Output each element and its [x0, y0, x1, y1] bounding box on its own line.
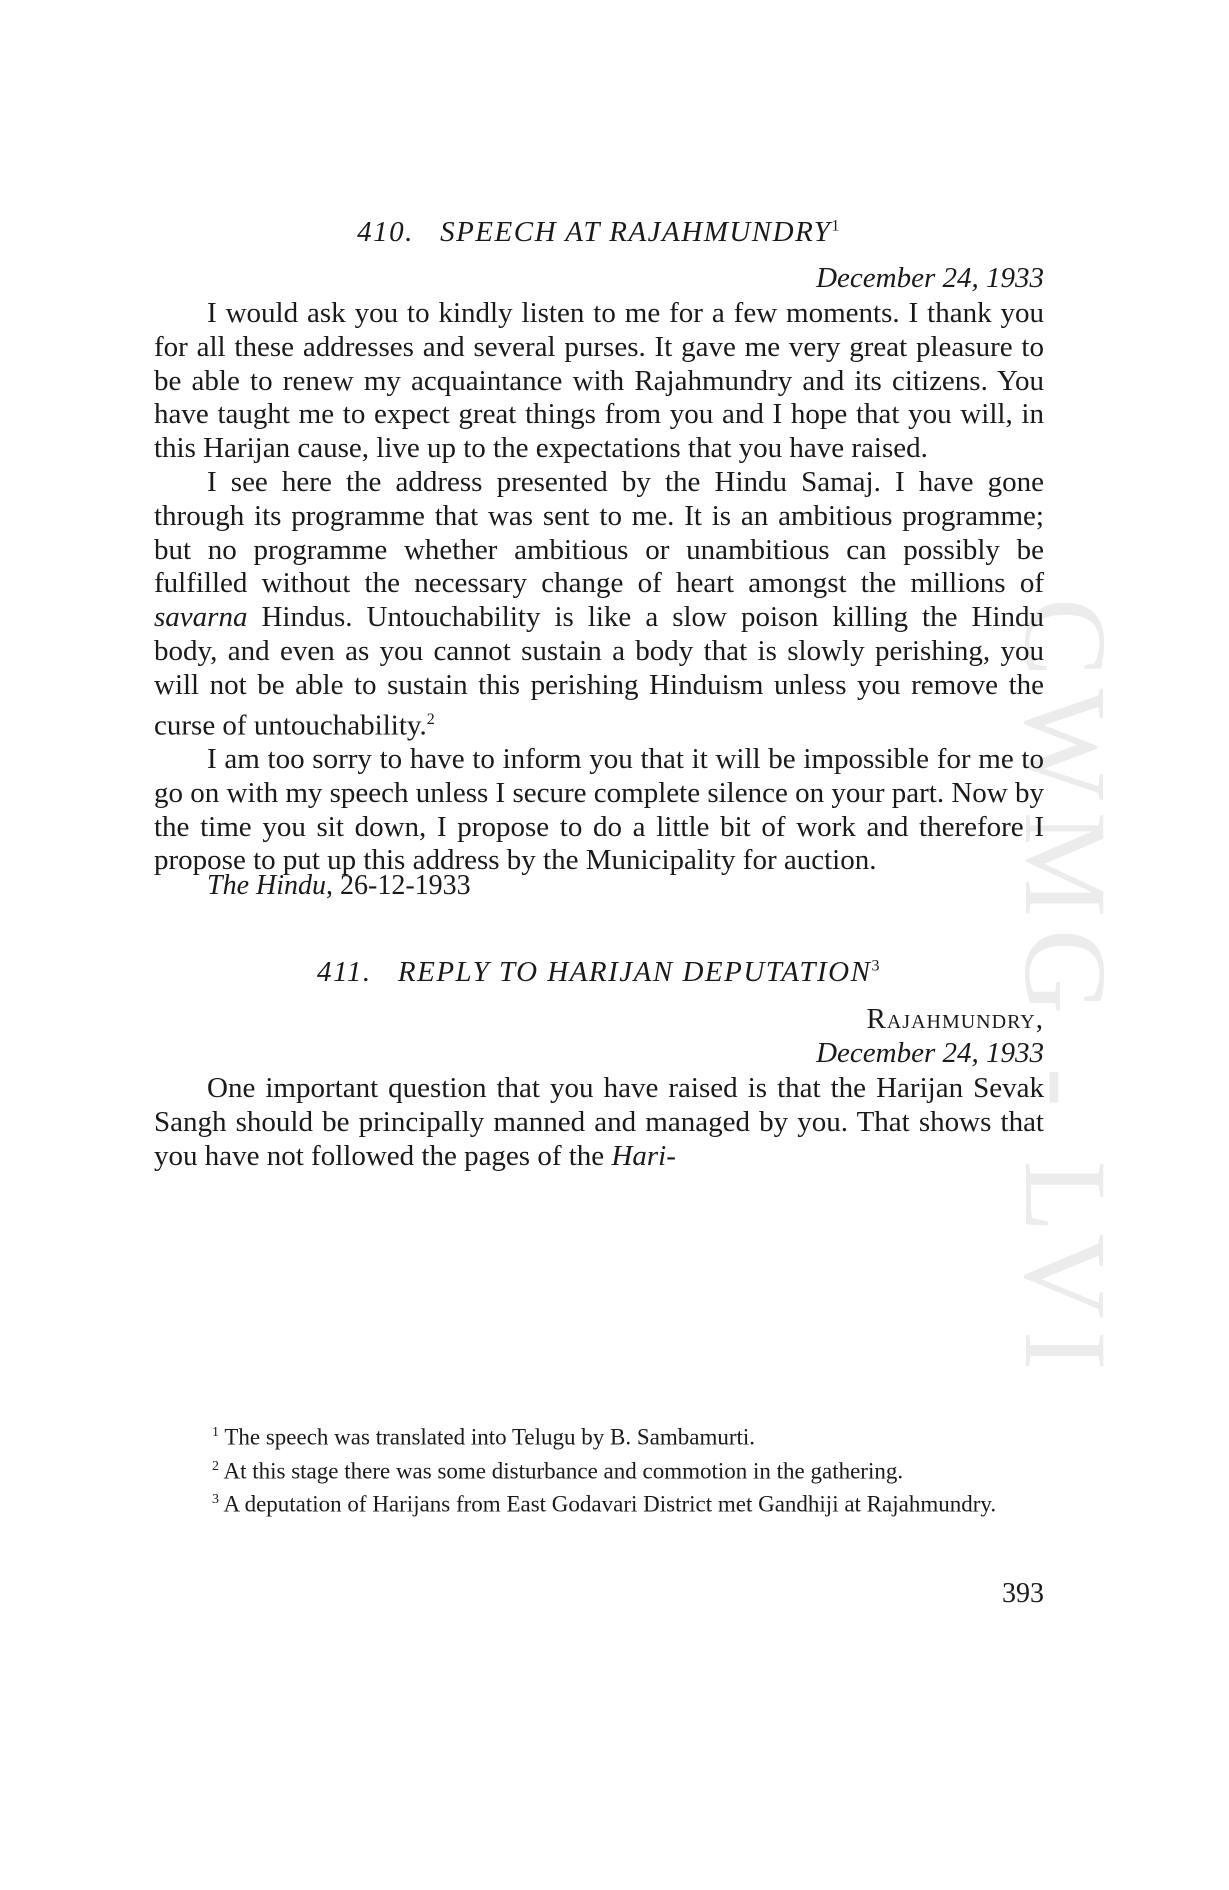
footnote-ref-2: 2 — [426, 710, 435, 728]
section-410-number: 410. — [357, 216, 414, 248]
section-410-heading — [154, 216, 1044, 249]
section-410-date: December 24, 1933 — [816, 262, 1044, 294]
section-411-date: December 24, 1933 — [816, 1037, 1044, 1069]
paragraph-2-text-a: I see here the address presented by the Hindu Samaj. I have gone through its programme that was sent to me. It is an ambitious programme; but no programme whether ambitious or unambitious can possibly be fulfilled without the necessary change of heart amongst the millions of — [154, 465, 1044, 600]
paragraph-2-text-b: Hindus. Untouchability is like a slow poison killing the Hindu body, and even as you cannot sustain a body that is slowly perishing, you will not be able to sustain this perishing Hinduism unless you remove the curse of untouchability. — [154, 601, 1044, 742]
section-411-title: REPLY TO HARIJAN DEPUTATION — [397, 956, 872, 988]
section-411-heading — [154, 956, 1044, 989]
source-date: , 26-12-1933 — [326, 870, 471, 901]
footnote-1-number: 1 — [212, 1425, 219, 1440]
footnotes — [154, 1418, 1044, 1519]
section-411-body — [154, 1072, 1044, 1173]
section-411-paragraph-1 — [154, 1072, 1044, 1173]
footnote-3-text: A deputation of Harijans from East Godavari District met Gandhiji at Rajahmundry. — [223, 1491, 997, 1517]
footnote-1 — [154, 1418, 1044, 1452]
section-410-paragraph-3: I am too sorry to have to inform you that it will be impossible for me to go on with my speech unless I secure complete silence on your part. Now by the time you sit down, I propose to do a little bit of work and therefore I propose to put up this address by the Municipality for auction. — [154, 743, 1044, 877]
section-411-number: 411. — [317, 956, 372, 988]
page-number: 393 — [1002, 1578, 1044, 1609]
footnote-2-text: At this stage there was some disturbance and commotion in the gathering. — [223, 1458, 904, 1484]
section-411-italic: Hari- — [611, 1139, 676, 1172]
footnote-2 — [154, 1452, 1044, 1486]
section-410-paragraph-1: I would ask you to kindly listen to me for a few moments. I thank you for all these addresses and several purses. It gave me very great pleasure to be able to renew my acquaintance with Rajahmundry and its citizens. You have taught me to expect great things from you and I hope that you will, in this Harijan cause, live up to the expectations that you have raised. — [154, 297, 1044, 465]
footnote-1-text: The speech was translated into Telugu by B. Sambamurti. — [224, 1424, 756, 1450]
source-title: The Hindu — [207, 870, 326, 901]
footnote-2-number: 2 — [212, 1458, 219, 1474]
section-411-text: One important question that you have raised is that the Harijan Sevak Sangh should be principally manned and managed by you. That shows that you have not followed the pages of the — [154, 1072, 1044, 1172]
paragraph-2-italic: savarna — [154, 601, 248, 634]
section-411-place: Rajahmundry, — [866, 1003, 1044, 1035]
footnote-ref-1: 1 — [831, 217, 841, 235]
footnote-3-number: 3 — [212, 1492, 219, 1508]
footnote-ref-3: 3 — [871, 957, 881, 975]
section-410-paragraph-2 — [154, 466, 1044, 743]
section-410-body — [154, 297, 1044, 878]
section-410-source — [207, 870, 471, 902]
footnote-3 — [154, 1485, 1044, 1519]
watermark-text: CWMG - LVI — [1000, 597, 1131, 1383]
section-410-title: SPEECH AT RAJAHMUNDRY — [440, 216, 832, 248]
document-page — [154, 0, 1044, 1890]
